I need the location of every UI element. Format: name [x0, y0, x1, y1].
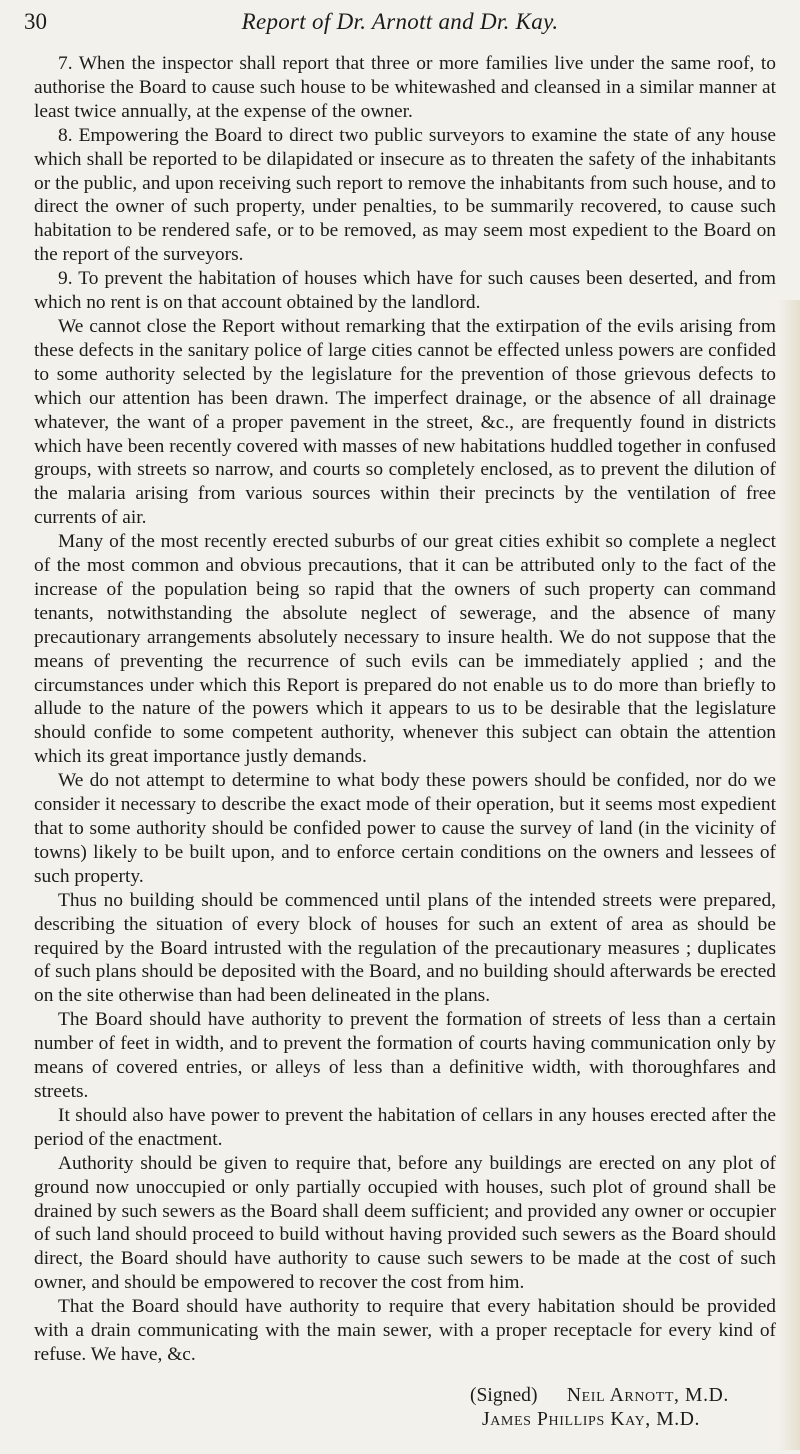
paragraph: It should also have power to prevent the habitation of cellars in any houses erected after the period of the enactment. — [34, 1104, 776, 1150]
page-number: 30 — [24, 9, 47, 34]
paragraph: 9. To prevent the habitation of houses which have for such causes been deserted, and from which no rent is on that account obtained by the landlord. — [34, 268, 776, 314]
paragraph: 7. When the inspector shall report that three or more families live under the same roof, to authorise the Board to cause such house to be whitewashed and cleansed in a similar manner at least twice annually, at the expense of the owner. — [34, 53, 776, 122]
paragraph: The Board should have authority to prevent the formation of streets of less than a certain number of feet in width, and to prevent the formation of courts having communication only by means of covered entries, or alleys of less than a definitive width, with thoroughfares and streets. — [34, 1009, 776, 1102]
page-edge-shading — [778, 300, 800, 1450]
body-text — [34, 52, 776, 1367]
paragraph: That the Board should have authority to require that every habitation should be provided with a drain communicating with the main sewer, with a proper receptacle for every kind of refuse. We have, &c. — [34, 1296, 776, 1365]
paragraph: Many of the most recently erected suburbs of our great cities exhibit so complete a neglect of the most common and obvious precautions, that it can be attributed only to the fact of the increase of the population being so rapid that the owners of such property can command tenants, notwithstanding the absolute neglect of sewerage, and the absence of many precautionary arrangements absolutely necessary to insure health. We do not suppose that the means of preventing the recurrence of such evils can be immediately applied ; and the circumstances under which this Report is prepared do not enable us to do more than briefly to allude to the nature of the powers which it appears to us to be desirable that the legislature should confide to some competent authority, whenever this subject can obtain the attention which its great importance justly demands. — [34, 531, 776, 768]
signatory-name: Neil Arnott, M.D. — [566, 1385, 729, 1406]
running-title: Report of Dr. Arnott and Dr. Kay. — [241, 9, 559, 34]
signatory-name: James Phillips Kay, M.D. — [482, 1409, 700, 1430]
paragraph: We cannot close the Report without remarking that the extirpation of the evils arising from these defects in the sanitary police of large cities cannot be effected unless powers are confided to some authority selected by the legislature for the prevention of those grievous defects to which our attention has been drawn. The imperfect drainage, or the absence of all drainage whatever, the want of a proper pavement in the street, &c., are frequently found in districts which have been recently covered with masses of new habitations huddled together in confused groups, with streets so narrow, and courts so completely enclosed, as to prevent the dilution of the malaria arising from various sources within their precincts by the ventilation of free currents of air. — [34, 315, 776, 529]
paragraph: Authority should be given to require that, before any buildings are erected on any plot of ground now unoccupied or only partially occupied with houses, such plot of ground shall be drained by such sewers as the Board shall deem sufficient; and provided any owner or occupier of such land should proceed to build without having provided such sewers as the Board should direct, the Board should have authority to cause such sewers to be made at the cost of such owner, and should be empowered to recover the cost from him. — [34, 1152, 776, 1294]
paragraph: We do not attempt to determine to what body these powers should be confided, nor do we consider it necessary to describe the exact mode of their operation, but it seems most expedient that to some authority should be confided power to cause the survey of land (in the vicinity of towns) likely to be built upon, and to enforce certain conditions on the owners and lessees of such property. — [34, 770, 776, 887]
page-header — [24, 2, 776, 42]
signed-label: (Signed) — [470, 1385, 538, 1406]
signature-block — [470, 1384, 790, 1432]
paragraph: Thus no building should be commenced until plans of the intended streets were prepared, describing the situation of every block of houses for such an extent of area as should be required by the Board intrusted with the regulation of the precautionary measures ; duplicates of such plans should be deposited with the Board, and no building should afterwards be erected on the site otherwise than had been delineated in the plans. — [34, 889, 776, 1007]
paragraph: 8. Empowering the Board to direct two public surveyors to examine the state of any house which shall be reported to be dilapidated or insecure as to threaten the safety of the inhabitants or the public, and upon receiving such report to remove the inhabitants from such house, and to direct the owner of such property, under penalties, to be summarily recovered, to cause such habitation to be rendered safe, or to be removed, as may seem most expedient to the Board on the report of the surveyors. — [34, 124, 776, 266]
